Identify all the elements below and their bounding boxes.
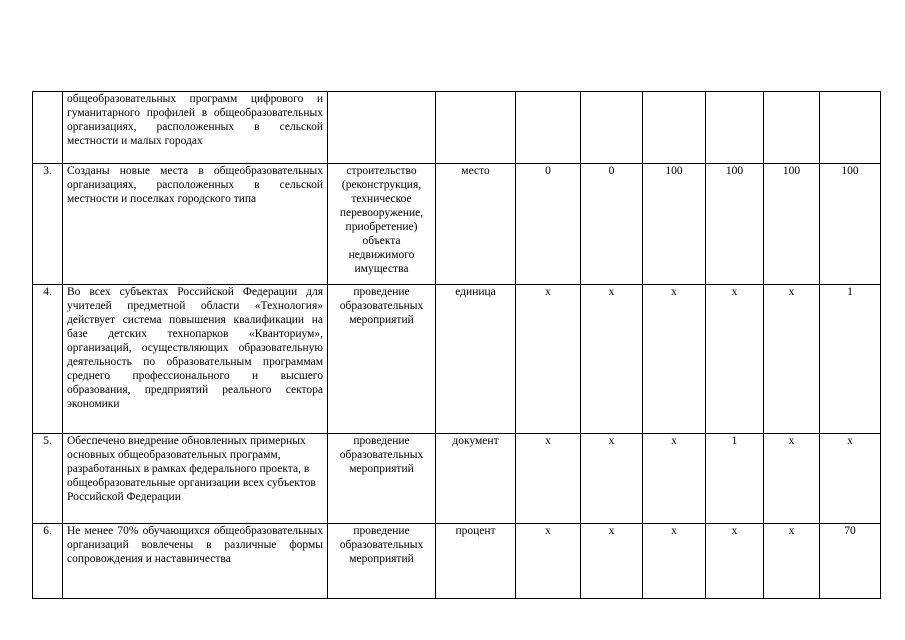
row-value: х xyxy=(706,524,764,599)
row-value: х xyxy=(764,524,820,599)
row-value: х xyxy=(581,285,643,434)
row-number: 4. xyxy=(33,285,63,434)
row-value: 1 xyxy=(820,285,881,434)
row-value: х xyxy=(516,524,581,599)
row-number: 6. xyxy=(33,524,63,599)
row-event-type: строительство (реконструкция, техническое перевооружение, приобретение) объекта недвижимого имущества xyxy=(328,164,436,285)
row-description: общеобразовательных программ цифрового и гуманитарного профилей в общеобразовательных организациях, расположенных в сельской местности и малых городах xyxy=(63,92,328,164)
row-event-type: проведение образовательных мероприятий xyxy=(328,524,436,599)
row-value: х xyxy=(581,524,643,599)
row-value: 100 xyxy=(820,164,881,285)
table-row xyxy=(33,434,881,524)
row-value: 100 xyxy=(706,164,764,285)
row-number: 3. xyxy=(33,164,63,285)
row-value: х xyxy=(643,434,706,524)
row-value: 1 xyxy=(706,434,764,524)
row-description: Обеспечено внедрение обновленных примерных основных общеобразовательных программ, разработанных в рамках федерального проекта, в общеобразовательные организации всех субъектов Российской Федерации xyxy=(63,434,328,524)
row-value: х xyxy=(764,285,820,434)
table-row xyxy=(33,285,881,434)
row-value: х xyxy=(706,285,764,434)
table-row xyxy=(33,92,881,164)
row-value: 100 xyxy=(643,164,706,285)
row-value: 70 xyxy=(820,524,881,599)
row-value xyxy=(706,92,764,164)
row-value: х xyxy=(820,434,881,524)
row-description: Не менее 70% обучающихся общеобразовательных организаций вовлечены в различные формы сопровождения и наставничества xyxy=(63,524,328,599)
row-value xyxy=(643,92,706,164)
row-value: 0 xyxy=(516,164,581,285)
row-unit: место xyxy=(436,164,516,285)
table-row xyxy=(33,164,881,285)
table-row xyxy=(33,524,881,599)
row-value: х xyxy=(643,524,706,599)
row-number: 5. xyxy=(33,434,63,524)
row-value: 100 xyxy=(764,164,820,285)
row-value: х xyxy=(516,434,581,524)
row-value xyxy=(764,92,820,164)
row-unit: документ xyxy=(436,434,516,524)
row-value xyxy=(581,92,643,164)
row-unit: процент xyxy=(436,524,516,599)
row-unit xyxy=(436,92,516,164)
row-number xyxy=(33,92,63,164)
row-value xyxy=(516,92,581,164)
row-value: 0 xyxy=(581,164,643,285)
row-description: Во всех субъектах Российской Федерации для учителей предметной области «Технология» действует система повышения квалификации на базе детских технопарков «Кванториум», организаций, осуществляющих образовательную деятельность по образовательным программам среднего профессионального и высшего образования, предприятий реального сектора экономики xyxy=(63,285,328,434)
row-description: Созданы новые места в общеобразовательных организациях, расположенных в сельской местности и поселках городского типа xyxy=(63,164,328,285)
results-table xyxy=(32,91,881,599)
row-value: х xyxy=(516,285,581,434)
row-event-type xyxy=(328,92,436,164)
row-event-type: проведение образовательных мероприятий xyxy=(328,434,436,524)
row-value: х xyxy=(581,434,643,524)
row-unit: единица xyxy=(436,285,516,434)
row-event-type: проведение образовательных мероприятий xyxy=(328,285,436,434)
row-value: х xyxy=(643,285,706,434)
row-value xyxy=(820,92,881,164)
row-value: х xyxy=(764,434,820,524)
